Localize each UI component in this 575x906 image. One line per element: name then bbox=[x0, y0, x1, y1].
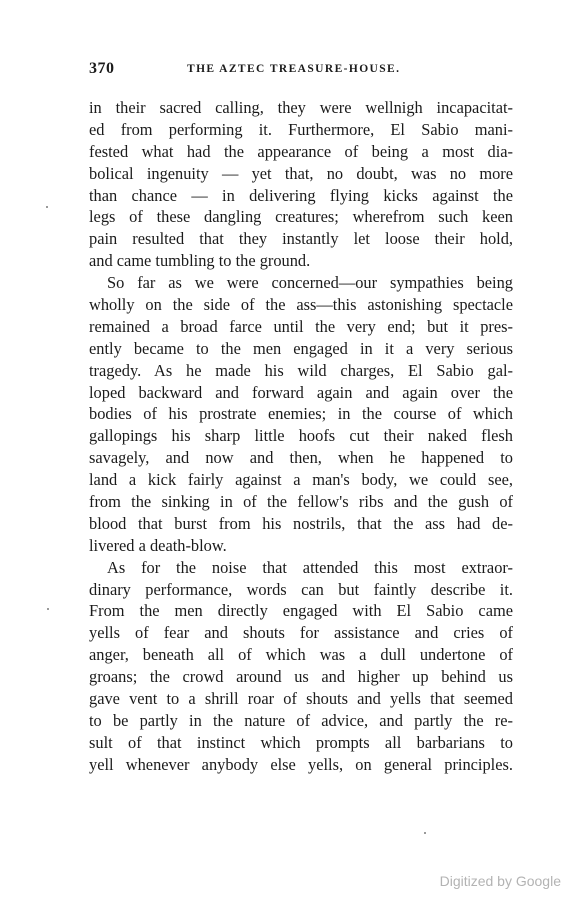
paragraph-start: So far as we were concerned—our sympathies being bbox=[107, 273, 513, 293]
digitized-watermark: Digitized by Google bbox=[439, 873, 561, 889]
text-line: tragedy. As he made his wild charges, El Sabio gal- bbox=[89, 360, 513, 380]
text-line: ently became to the men engaged in it a very serious bbox=[89, 338, 513, 358]
text-line: fested what had the appearance of being a most dia- bbox=[89, 141, 513, 161]
scan-speck bbox=[47, 608, 49, 610]
text-line: and came tumbling to the ground. bbox=[89, 251, 311, 271]
text-line: gallopings his sharp little hoofs cut their naked flesh bbox=[89, 426, 513, 446]
page-number: 370 bbox=[89, 60, 115, 77]
scan-speck bbox=[424, 832, 426, 834]
text-line: land a kick fairly against a man's body, we could see, bbox=[89, 470, 513, 490]
text-line: ed from performing it. Furthermore, El Sabio mani- bbox=[89, 119, 513, 139]
text-line: yells of fear and shouts for assistance and cries of bbox=[89, 623, 513, 643]
text-line: pain resulted that they instantly let loose their hold, bbox=[89, 229, 513, 249]
text-line: legs of these dangling creatures; wherefrom such keen bbox=[89, 207, 513, 227]
text-line: wholly on the side of the ass—this astonishing spectacle bbox=[89, 295, 513, 315]
text-line: than chance — in delivering flying kicks against the bbox=[89, 185, 513, 205]
text-line: dinary performance, words can but faintly describe it. bbox=[89, 579, 513, 599]
text-line: anger, beneath all of which was a dull undertone of bbox=[89, 645, 513, 665]
text-line: groans; the crowd around us and higher up behind us bbox=[89, 667, 513, 687]
running-head: THE AZTEC TREASURE-HOUSE. bbox=[187, 63, 401, 75]
text-line: in their sacred calling, they were wellnigh incapacitat- bbox=[89, 98, 513, 117]
body-text bbox=[89, 97, 513, 776]
text-line: livered a death-blow. bbox=[89, 535, 227, 555]
text-line: From the men directly engaged with El Sabio came bbox=[89, 601, 513, 621]
page-header bbox=[89, 60, 512, 84]
text-line: bolical ingenuity — yet that, no doubt, was no more bbox=[89, 163, 513, 183]
text-line: from the sinking in of the fellow's ribs and the gush of bbox=[89, 492, 513, 512]
text-line: blood that burst from his nostrils, that the ass had de- bbox=[89, 513, 513, 533]
text-line: to be partly in the nature of advice, and partly the re- bbox=[89, 710, 513, 730]
text-line: gave vent to a shrill roar of shouts and yells that seemed bbox=[89, 689, 513, 709]
text-line: bodies of his prostrate enemies; in the course of which bbox=[89, 404, 513, 424]
scan-speck bbox=[46, 206, 48, 208]
text-line: loped backward and forward again and again over the bbox=[89, 382, 513, 402]
text-line: savagely, and now and then, when he happened to bbox=[89, 448, 513, 468]
text-line: remained a broad farce until the very end; but it pres- bbox=[89, 316, 513, 336]
text-line: sult of that instinct which prompts all barbarians to bbox=[89, 732, 513, 752]
paragraph-start: As for the noise that attended this most extraor- bbox=[107, 557, 513, 577]
text-line: yell whenever anybody else yells, on general principles. bbox=[89, 754, 513, 774]
